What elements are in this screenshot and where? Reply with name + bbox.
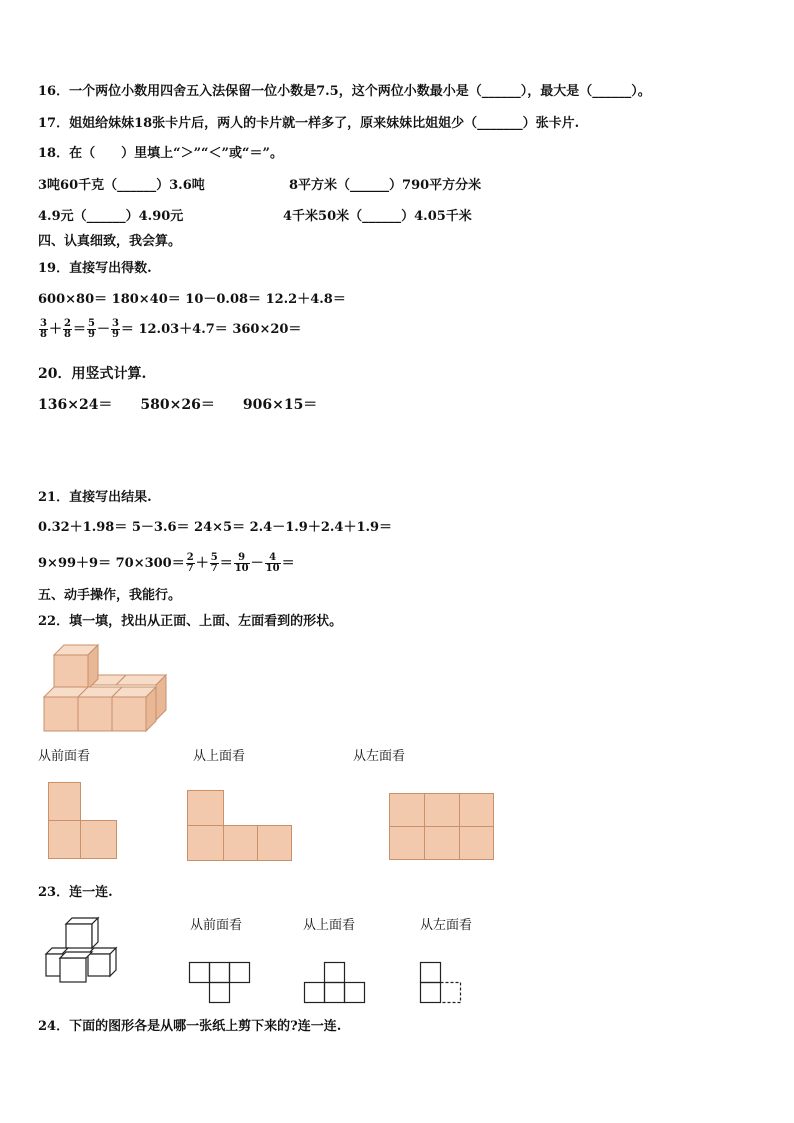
question-18-item-b: 8平方米（______）790平方分米 [289,178,482,193]
plus-sign: ＋ [195,556,209,571]
numerator: 5 [210,552,218,563]
cube-front-face [54,655,88,689]
option-top-view-shape [304,962,366,1004]
view-square [230,963,250,983]
numerator: 3 [111,318,119,329]
fraction-5-7 [210,553,219,574]
plus-sign: ＋ [48,322,62,337]
view-square [49,821,81,859]
caption-left-view: 从左面看 [353,749,406,764]
minus-sign: － [250,556,264,571]
question-19: 19．直接写出得数. [38,261,152,276]
view-square [190,963,210,983]
top-view-shape [187,790,293,862]
view-square [258,826,292,861]
view-square [49,783,81,821]
question-19-row-1: 600×80＝ 180×40＝ 10－0.08＝ 12.2＋4.8＝ [38,292,346,307]
question-21-row-2 [38,552,295,576]
dashed-square [441,983,461,1003]
question-24: 24．下面的图形各是从哪一张纸上剪下来的?连一连. [38,1019,342,1034]
equals-sign: ＝ [219,556,233,571]
caption-front-view: 从前面看 [190,918,243,933]
numerator: 3 [40,318,47,329]
view-square [210,983,230,1003]
view-square [325,983,345,1003]
front-view-shape [48,782,118,860]
question-18-item-a: 3吨60千克（______）3.6吨 [38,178,205,193]
cube-front-face [60,958,86,982]
equals-sign: ＝ [72,322,86,337]
question-17: 17．姐姐给妹妹18张卡片后，两人的卡片就一样多了，原来妹妹比姐姐少（_______）张卡片. [38,116,580,131]
fraction-3-9 [111,319,120,340]
view-square [390,827,425,860]
denominator: 8 [63,329,71,340]
view-square [425,827,460,860]
numerator: 5 [87,318,95,329]
cube-front-face [78,697,112,731]
numerator: 2 [186,552,194,563]
view-square [460,794,494,827]
numerator: 4 [265,553,281,564]
denominator: 9 [111,329,119,340]
remaining-expressions: 12.03＋4.7＝ 360×20＝ [133,322,302,337]
question-18-item-c: 4.9元（______）4.90元 [38,209,184,224]
leading-expressions: 9×99＋9＝ 70×300＝ [38,556,185,571]
view-square [460,827,494,860]
equals-sign: ＝ [281,556,295,571]
denominator: 10 [265,563,280,574]
question-21-row-1: 0.32＋1.98＝ 5－3.6＝ 24×5＝ 2.4－1.9＋2.4＋1.9＝ [38,520,393,535]
numerator: 9 [234,553,250,564]
view-square [421,983,441,1003]
option-front-view-shape [189,962,251,1004]
view-square [390,794,425,827]
section-4-heading: 四、认真细致，我会算。 [38,234,182,249]
numerator: 2 [63,318,71,329]
view-square [224,826,258,861]
left-view-shape [389,793,495,861]
fraction-3-8 [39,319,48,340]
caption-top-view: 从上面看 [303,918,356,933]
minus-sign: － [96,322,110,337]
denominator: 10 [234,563,249,574]
view-square [425,794,460,827]
question-21: 21．直接写出结果. [38,490,152,505]
section-5-heading: 五、动手操作，我能行。 [38,588,182,603]
view-square [325,963,345,983]
fraction-2-7 [186,553,195,574]
wireframe-cube-figure [44,918,134,982]
denominator: 7 [210,563,218,574]
question-18-item-d: 4千米50米（______）4.05千米 [283,209,472,224]
question-18: 18．在（ ）里填上“＞”“＜”或“＝”。 [38,146,283,161]
cube-front-face [66,924,92,948]
view-square [305,983,325,1003]
question-22: 22．填一填，找出从正面、上面、左面看到的形状。 [38,614,343,629]
question-20-row-1: 136×24＝ 580×26＝ 906×15＝ [38,397,318,413]
view-square [210,963,230,983]
question-19-row-2 [38,318,301,342]
fraction-4-10 [265,553,281,574]
cube-front-face [88,954,110,976]
caption-left-view: 从左面看 [420,918,473,933]
view-square [188,791,224,826]
fraction-5-9 [87,319,96,340]
cube-side-face [92,918,98,948]
question-23: 23．连一连. [38,885,113,900]
cube-top-face [60,952,92,958]
denominator: 9 [87,329,95,340]
cube-front-face [112,697,146,731]
question-16: 16．一个两位小数用四舍五入法保留一位小数是7.5，这个两位小数最小是（______），最大是（______）。 [38,84,651,99]
caption-top-view: 从上面看 [193,749,246,764]
view-square [188,826,224,861]
view-square [421,963,441,983]
view-square [345,983,365,1003]
denominator: 7 [186,563,194,574]
option-left-view-shape [420,962,464,1004]
denominator: 8 [40,329,47,340]
equals-sign: ＝ [120,322,134,337]
view-square [81,821,117,859]
fraction-9-10 [234,553,250,574]
question-20: 20．用竖式计算. [38,366,147,382]
cube-front-face [44,697,78,731]
cube-arrangement-figure [38,640,178,736]
caption-front-view: 从前面看 [38,749,91,764]
fraction-2-8 [63,319,72,340]
